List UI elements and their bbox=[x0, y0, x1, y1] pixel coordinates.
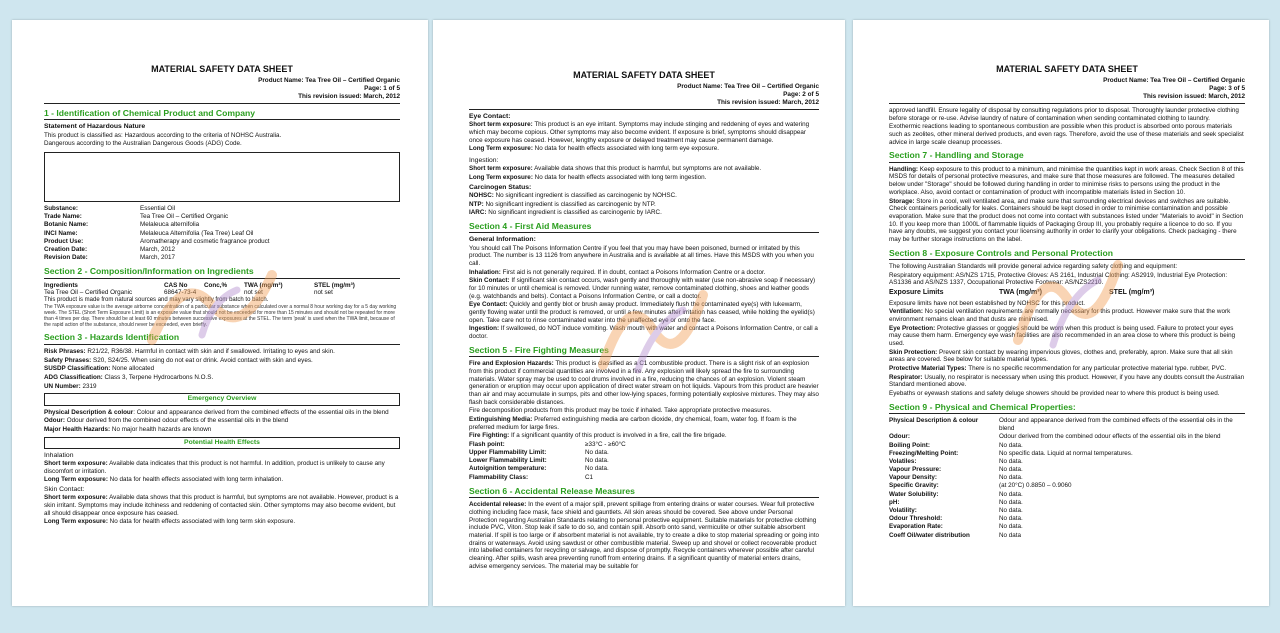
value: (at 20°C) 0.8850 – 0.9060 bbox=[999, 482, 1072, 490]
label: Odour: bbox=[44, 417, 65, 425]
value: C1 bbox=[585, 473, 594, 481]
label: Revision Date: bbox=[44, 254, 88, 262]
label: Product Use: bbox=[44, 237, 84, 245]
section-7-title: Section 7 - Handling and Storage bbox=[889, 150, 1245, 162]
value: If significant skin contact occurs, wash gently and thoroughly with water (use non-abrasive soap if necessary) for 10 minutes or until chemical is removed. Under running water, remove contaminated clothing, shoes and leather goods (e.g. watchbands and belts). Contact a Poisons Information Centre, or call a doctor. bbox=[469, 277, 816, 300]
ident-row bbox=[44, 246, 400, 254]
value: First aid is not generally required. If in doubt, contact a Poisons Information Centre or a doctor. bbox=[502, 268, 766, 276]
value: No data. bbox=[999, 457, 1023, 465]
label: NTP: bbox=[469, 200, 484, 208]
label: Vapour Pressure: bbox=[889, 466, 942, 474]
hazard-row bbox=[44, 348, 400, 356]
label: Physical Description & colour bbox=[44, 408, 134, 416]
hazard-row bbox=[44, 374, 400, 382]
value: No data. bbox=[585, 449, 609, 457]
section-2-title: Section 2 - Composition/Information on Ingredients bbox=[44, 266, 400, 278]
product-name: Product Name: Tea Tree Oil – Certified Organic bbox=[677, 82, 819, 90]
document-title: MATERIAL SAFETY DATA SHEET bbox=[151, 64, 293, 74]
label: Skin Contact: bbox=[469, 277, 510, 285]
label: Vapour Density: bbox=[889, 474, 937, 482]
eyebaths-note: Eyebaths or eyewash stations and safety deluge showers should be provided near to where this product is being used. bbox=[889, 389, 1220, 397]
ppe-row bbox=[889, 308, 1245, 323]
section-8-intro: The following Australian Standards will provide general advice regarding safety clothing and equipment: bbox=[889, 263, 1178, 271]
firstaid-row bbox=[469, 277, 819, 300]
props-row bbox=[889, 442, 1245, 450]
props-row bbox=[889, 466, 1245, 474]
label: UN Number: bbox=[44, 382, 81, 390]
props-row bbox=[889, 482, 1245, 490]
value: There is no specific recommendation for any particular protective material type. rubber, PVC. bbox=[968, 364, 1227, 372]
label: Evaporation Rate: bbox=[889, 523, 943, 531]
value: Preferred extinguishing media are carbon dioxide, dry chemical, foam, water fog. If foam is the preferred medium for large fires. bbox=[469, 415, 797, 431]
col-ingredients: Ingredients bbox=[44, 281, 78, 289]
props-row bbox=[889, 417, 1245, 433]
handling bbox=[889, 166, 1245, 197]
extinguishing-media bbox=[469, 416, 819, 431]
label: Freezing/Melting Point: bbox=[889, 449, 959, 457]
hazard-list bbox=[44, 348, 400, 390]
label: Flammability Class: bbox=[469, 473, 529, 481]
carc-row bbox=[469, 209, 819, 217]
divider bbox=[44, 103, 400, 104]
firstaid-row bbox=[469, 325, 819, 340]
ident-row bbox=[44, 205, 400, 213]
props-row bbox=[889, 507, 1245, 515]
eye-contact-heading: Eye Contact: bbox=[469, 112, 511, 120]
props-row bbox=[889, 532, 1245, 540]
label: Respirator: bbox=[889, 373, 923, 381]
label: Short term exposure: bbox=[469, 121, 533, 129]
ppe-row bbox=[889, 365, 1245, 373]
label: Odour: bbox=[889, 433, 910, 441]
value: Odour derived from the combined odour effects of the essential oils in the blend bbox=[66, 417, 289, 425]
page-number: Page: 1 of 5 bbox=[364, 84, 400, 92]
hazard-row bbox=[44, 357, 400, 365]
twa-label: TWA (mg/m³) bbox=[999, 289, 1042, 297]
value: No data. bbox=[999, 515, 1023, 523]
label: INCI Name: bbox=[44, 229, 78, 237]
props-row bbox=[889, 491, 1245, 499]
value: Odour and appearance derived from the combined effects of the essential oils in the blend bbox=[999, 417, 1233, 433]
skin-short bbox=[44, 494, 400, 517]
ingredients-header-row bbox=[44, 282, 400, 290]
value: S20, S24/25. When using do not eat or drink. Avoid contact with skin and eyes. bbox=[93, 356, 313, 364]
fire-explosion bbox=[469, 360, 819, 406]
value: No data for health effects associated with long term eye exposure. bbox=[534, 145, 720, 153]
hazard-text-1: This product is classified as: Hazardous according to the criteria of NOHSC Australia. bbox=[44, 131, 282, 139]
label: Upper Flammability Limit: bbox=[469, 449, 547, 457]
value: No data. bbox=[999, 466, 1023, 474]
label: Accidental release: bbox=[469, 501, 527, 509]
ingredient-conc bbox=[204, 289, 244, 297]
stel-label: STEL (mg/m³) bbox=[1109, 289, 1155, 297]
value: No data. bbox=[999, 490, 1023, 498]
value: March, 2017 bbox=[140, 254, 176, 262]
value: No data. bbox=[585, 457, 609, 465]
document-title: MATERIAL SAFETY DATA SHEET bbox=[996, 64, 1138, 74]
value: Available data shows that this product is harmful, but symptoms are not available. However, product is a skin irritant. Symptoms may include itchiness and reddening of contacted skin. Other symptoms may also become evident, but all should disappear once exposure has ceased. bbox=[44, 494, 399, 517]
value: No data. bbox=[999, 441, 1023, 449]
label: pH: bbox=[889, 498, 900, 506]
carcinogen-list bbox=[469, 192, 819, 217]
value: If a significant quantity of this product is involved in a fire, call the fire brigade. bbox=[510, 432, 727, 440]
ppe-row bbox=[889, 374, 1245, 389]
props-row bbox=[889, 523, 1245, 531]
flammability-list bbox=[469, 441, 819, 482]
divider bbox=[889, 103, 1245, 104]
value: No data. bbox=[999, 498, 1023, 506]
label: ADG Classification: bbox=[44, 373, 103, 381]
label: IARC: bbox=[469, 209, 487, 217]
section-9-title: Section 9 - Physical and Chemical Properties: bbox=[889, 402, 1245, 414]
label: Odour Threshold: bbox=[889, 515, 943, 523]
label: Long Term exposure: bbox=[469, 173, 533, 181]
msds-page-2 bbox=[433, 20, 845, 606]
label: Specific Gravity: bbox=[889, 482, 939, 490]
section-1-title: 1 - Identification of Chemical Product and Company bbox=[44, 108, 400, 120]
label: Water Solubility: bbox=[889, 490, 939, 498]
continued-text: approved landfill. Ensure legality of disposal by consulting regulations prior to disposal. Thoroughly launder protective clothing before storage or re-use. Advise laundry of nature of contamination when sending contaminated clothing to laundry. bbox=[889, 106, 1239, 122]
value: No specific data. Liquid at normal temperatures. bbox=[999, 449, 1133, 457]
section-6-title: Section 6 - Accidental Release Measures bbox=[469, 486, 819, 498]
section-2-fineprint: The TWA exposure value is the average airborne concentration of a particular substance when calculated over a normal 8 hour working day for a 5 day working week. The STEL (Short Term Exposure Limit) is an exposure value that should not be exceeded for more than 15 minutes and should not be repeated for more than 4 times per day. There should be at least 60 minutes between successive exposures at the STEL. The term 'peak' is used when the TWA limit, because of the rapid action of the substance, should never be exceeded, even briefly. bbox=[44, 304, 397, 328]
value: Protective glasses or goggles should be worn when this product is being used. Failure to protect your eyes may cause them harm. Emergency eye wash facilities are also recommended in an area close to where this product is being used. bbox=[889, 324, 1236, 347]
revision-issued: This revision issued: March, 2012 bbox=[1143, 92, 1245, 100]
label: Substance: bbox=[44, 205, 78, 213]
ingredient-row bbox=[44, 289, 400, 297]
value: No data bbox=[999, 531, 1022, 539]
label: Eye Contact: bbox=[469, 301, 508, 309]
value: No data for health effects associated with long term skin exposure. bbox=[109, 518, 296, 526]
value: Available data shows that this product is harmful, but symptoms are not available. bbox=[534, 165, 762, 173]
value: No significant ingredient is classified as carcinogenic by NOHSC. bbox=[495, 191, 677, 199]
value: Melaleuca Alternifolia (Tea Tree) Leaf Oil bbox=[140, 229, 254, 237]
product-name: Product Name: Tea Tree Oil – Certified Organic bbox=[1103, 76, 1245, 84]
props-row bbox=[889, 433, 1245, 441]
ingestion-long bbox=[469, 174, 819, 182]
label: NOHSC: bbox=[469, 191, 494, 199]
value: Store in a cool, well ventilated area, and make sure that surrounding electrical devices and switches are suitable. Check containers periodically for leaks. Containers should be kept closed in order to minimise contamination and possible evaporation. Make sure that the product does not come into contact with substances listed under "Materials to avoid" in Section 10. If you keep more than 1000L of flammable liquids of Packaging Group III, you probably require a licence to do so. If you have any doubts, we suggest you contact your licensing authority in order to clarify your obligations. Check packaging - there may be further storage instructions on the label. bbox=[889, 197, 1244, 243]
ingestion-heading: Ingestion: bbox=[469, 156, 499, 164]
value: Odour derived from the combined odour effects of the essential oils in the blend bbox=[999, 433, 1221, 441]
label: Long Term exposure: bbox=[44, 476, 108, 484]
value: Melaleuca alternifolia bbox=[140, 221, 200, 229]
value: Quickly and gently blot or brush away product. Immediately flush the contaminated eye(s) with lukewarm, gently flowing water until the product is removed, or until a few minutes after irritation has ceased, while holding the eyelid(s) open. Take care not to rinse contaminated water into the unaffected eye or onto the face. bbox=[469, 301, 815, 324]
ppe-list bbox=[889, 308, 1245, 389]
eye-short bbox=[469, 121, 819, 144]
odour bbox=[44, 417, 400, 425]
ingredient-twa: not set bbox=[244, 289, 263, 297]
label: Botanic Name: bbox=[44, 221, 89, 229]
section-8-standards: Respiratory equipment: AS/NZS 1715, Protective Gloves: AS 2161, Industrial Clothing: AS2919, Industrial Eye Protection: AS1336 and AS/NZS 1337, Occupational Protective Footwear: AS/NZS2210. bbox=[889, 271, 1228, 287]
props-row bbox=[889, 458, 1245, 466]
value: Available data indicates that this product is not harmful. In addition, product is unlikely to cause any discomfort or irritation. bbox=[44, 460, 385, 475]
label: Handling: bbox=[889, 165, 919, 173]
value: No data for health effects associated with long term ingestion. bbox=[534, 173, 707, 181]
fire-decomposition: Fire decomposition products from this product may be toxic if inhaled. Take appropriate protective measures. bbox=[469, 407, 772, 415]
inhalation-short bbox=[44, 460, 400, 475]
value: No data. bbox=[585, 465, 609, 473]
col-conc: Conc,% bbox=[204, 281, 228, 289]
col-cas: CAS No bbox=[164, 281, 188, 289]
firstaid-row bbox=[469, 269, 819, 277]
ident-row bbox=[44, 238, 400, 246]
document-meta bbox=[889, 77, 1245, 101]
ingredient-cas: 68647-73-4 bbox=[164, 289, 197, 297]
accidental-release bbox=[469, 501, 819, 570]
revision-issued: This revision issued: March, 2012 bbox=[298, 92, 400, 100]
skin-contact-heading: Skin Contact: bbox=[44, 486, 85, 494]
value: Class 3, Terpene Hydrocarbons N.O.S. bbox=[104, 373, 214, 381]
props-row bbox=[889, 515, 1245, 523]
value: R21/22, R36/38. Harmful in contact with skin and if swallowed. Irritating to eyes and skin. bbox=[87, 347, 335, 355]
potential-effects-heading: Potential Health Effects bbox=[44, 437, 400, 449]
label: Risk Phrases: bbox=[44, 347, 86, 355]
ingestion-short bbox=[469, 165, 819, 173]
value: No special ventilation requirements are normally necessary for this product. However make sure that the work environment remains clean and that dusts are minimised. bbox=[889, 308, 1231, 323]
exposure-header-row bbox=[889, 289, 1245, 298]
value: None allocated bbox=[112, 365, 155, 373]
document-title: MATERIAL SAFETY DATA SHEET bbox=[573, 70, 715, 80]
hazard-text-2: Dangerous according to the Australian Dangerous Goods (ADG) Code. bbox=[44, 140, 242, 148]
major-health-hazards bbox=[44, 426, 400, 434]
value: No data. bbox=[999, 507, 1023, 514]
general-info: You should call The Poisons Information Centre if you feel that you may have been poisoned, burned or irritated by this product. The number is 13 1126 from anywhere in Australia and is available at all times. Have this MSDS with you when you call. bbox=[469, 244, 814, 267]
carc-row bbox=[469, 201, 819, 209]
fire-fighting bbox=[469, 432, 819, 440]
label: Storage: bbox=[889, 197, 915, 205]
label: Short term exposure: bbox=[44, 494, 108, 502]
label: Volatility: bbox=[889, 507, 917, 514]
value: ≥33°C - ≥60°C bbox=[585, 440, 626, 448]
ppe-row bbox=[889, 349, 1245, 364]
flash-row bbox=[469, 449, 819, 457]
page-number: Page: 2 of 5 bbox=[783, 90, 819, 98]
label: Protective Material Types: bbox=[889, 364, 967, 372]
eye-long bbox=[469, 145, 819, 153]
label: Major Health Hazards: bbox=[44, 425, 111, 433]
carcinogen-heading: Carcinogen Status: bbox=[469, 183, 532, 191]
props-row bbox=[889, 499, 1245, 507]
hazard-heading: Statement of Hazardous Nature bbox=[44, 123, 146, 131]
label: Creation Date: bbox=[44, 245, 88, 253]
label: Ingestion: bbox=[469, 325, 500, 333]
col-twa: TWA (mg/m³) bbox=[244, 281, 283, 289]
exposure-limits-label: Exposure Limits bbox=[889, 289, 944, 297]
storage bbox=[889, 198, 1245, 244]
product-name: Product Name: Tea Tree Oil – Certified Organic bbox=[258, 76, 400, 84]
hazard-row bbox=[44, 365, 400, 373]
label: Boiling Point: bbox=[889, 441, 930, 449]
skin-long bbox=[44, 518, 400, 526]
flash-row bbox=[469, 457, 819, 465]
ident-row bbox=[44, 230, 400, 238]
section-5-title: Section 5 - Fire Fighting Measures bbox=[469, 345, 819, 357]
page-number: Page: 3 of 5 bbox=[1209, 84, 1245, 92]
label: SUSDP Classification: bbox=[44, 365, 111, 373]
label: Ventilation: bbox=[889, 308, 923, 316]
ident-row bbox=[44, 221, 400, 229]
value: No data for health effects associated with long term inhalation. bbox=[109, 476, 284, 484]
value: This product is an eye irritant. Symptoms may include stinging and reddening of eyes and watering which may become copious. Other symptoms may also become evident. If exposure is brief, symptoms should disappear once exposure has ceased. However, lengthy exposure or delayed treatment may cause permanent damage. bbox=[469, 121, 810, 144]
value: No data. bbox=[999, 474, 1023, 482]
value: March, 2012 bbox=[140, 245, 176, 253]
value: 2319 bbox=[82, 382, 97, 390]
value: Usually, no respirator is necessary when using this product. However, if you have any doubts consult the Australian Standard mentioned above. bbox=[889, 373, 1245, 389]
section-4-title: Section 4 - First Aid Measures bbox=[469, 221, 819, 233]
value: Prevent skin contact by wearing impervious gloves, clothes and, preferably, apron. Make sure that all skin areas are covered. See below for suitable material types. bbox=[889, 348, 1233, 364]
label: Lower Flammability Limit: bbox=[469, 457, 547, 465]
col-stel: STEL (mg/m³) bbox=[314, 281, 355, 289]
general-info-heading: General Information: bbox=[469, 236, 536, 244]
value: No significant ingredient is classified as carcinogenic by NTP. bbox=[485, 200, 656, 208]
divider bbox=[469, 109, 819, 110]
ingredient-name: Tea Tree Oil – Certified Organic bbox=[44, 289, 133, 297]
label: Short term exposure: bbox=[44, 460, 108, 468]
firstaid-row bbox=[469, 301, 819, 324]
document-meta bbox=[469, 83, 819, 107]
label: Extinguishing Media: bbox=[469, 415, 533, 423]
inhalation-heading: Inhalation bbox=[44, 451, 74, 459]
msds-page-3 bbox=[853, 20, 1269, 606]
label: Eye Protection: bbox=[889, 324, 936, 332]
label: Short term exposure: bbox=[469, 165, 533, 173]
document-meta bbox=[44, 77, 400, 101]
value: No significant ingredient is classified as carcinogenic by IARC. bbox=[488, 209, 662, 217]
section-3-title: Section 3 - Hazards Identification bbox=[44, 332, 400, 344]
inhalation-long bbox=[44, 476, 400, 484]
msds-page-1 bbox=[12, 20, 428, 606]
value: In the event of a major spill, prevent spillage from entering drains or water courses. Wear full protective clothing including face mask, face shield and gauntlets. All skin areas should be covered. See above under Personal Protection regarding Australian Standards relating to personal protective equipment. Suitable materials for protective clothing include PVC, Viton. Stop leak if safe to do so, and contain spill. Absorb onto sand, vermiculite or other suitable absorbent material. If spill is too large or if absorbent material is not available, try to create a dike to stop material spreading or going into drains or waterways. Avoid using sawdust or other combustible material. Sweep up and shovel or collect recoverable product into labelled containers for recycling or salvage, and dispose of promptly. Recycle containers wherever possible after careful cleaning. After spills, wash area preventing runoff from entering drains. If a significant quantity of material enters drains, advise emergency services. The material may be suitable for bbox=[469, 501, 820, 570]
value: : Colour and appearance derived from the combined effects of the essential oils in the blend bbox=[133, 408, 389, 416]
physical-description bbox=[44, 409, 400, 417]
label: Volatiles: bbox=[889, 457, 917, 465]
flash-row bbox=[469, 474, 819, 482]
props-row bbox=[889, 450, 1245, 458]
value: This product is classified as a C1 combustible product. There is a slight risk of an explosion from this product if commercial quantities are involved in a fire. Any explosion will likely spread the fire to surrounding materials. Water spray may be used to cool drums involved in a fire, reducing the chances of an explosion. Violent steam generation or eruption may occur upon application of direct water stream on hot liquids. Vapours from this product are heavier than air and may accumulate in sumps, pits and other low-lying spaces, forming potentially explosive mixtures. They may also flash back considerable distances. bbox=[469, 360, 819, 406]
flash-row bbox=[469, 465, 819, 473]
carc-row bbox=[469, 192, 819, 200]
label: Physical Description & colour bbox=[889, 417, 979, 425]
identification-list bbox=[44, 205, 400, 262]
exposure-note: Exposure limits have not been established by NOHSC for this product. bbox=[889, 299, 1085, 307]
revision-issued: This revision issued: March, 2012 bbox=[717, 98, 819, 106]
section-8-title: Section 8 - Exposure Controls and Personal Protection bbox=[889, 248, 1245, 260]
label: Fire Fighting: bbox=[469, 432, 510, 440]
label: Long Term exposure: bbox=[469, 145, 533, 153]
blank-box bbox=[44, 152, 400, 202]
hazard-row bbox=[44, 383, 400, 391]
value: No data. bbox=[999, 523, 1023, 531]
label: Trade Name: bbox=[44, 213, 82, 221]
value: Tea Tree Oil – Certified Organic bbox=[140, 213, 229, 221]
label: Flash point: bbox=[469, 440, 505, 448]
value: No major health hazards are known bbox=[111, 425, 212, 433]
label: Coeff Oil/water distribution bbox=[889, 531, 970, 539]
section-2-note: This product is made from natural sources and may vary slightly from batch to batch. bbox=[44, 297, 269, 304]
continued-text-2: Exothermic reactions leading to spontaneous combustion are possible when this product is absorbed onto porous materials such as zeolites, other mineral derived products, and even rags. Therefore, avoid the use of these materials and seek specialist advice in large scale cleanup processes. bbox=[889, 123, 1244, 146]
label: Skin Protection: bbox=[889, 348, 938, 356]
value: If swallowed, do NOT induce vomiting. Wash mouth with water and contact a Poisons Information Centre, or call a doctor. bbox=[469, 325, 818, 341]
value: Aromatherapy and cosmetic fragrance product bbox=[140, 237, 270, 245]
value: Essential Oil bbox=[140, 205, 175, 213]
ident-row bbox=[44, 213, 400, 221]
first-aid-list bbox=[469, 269, 819, 341]
label: Fire and Explosion Hazards: bbox=[469, 360, 554, 368]
flash-row bbox=[469, 441, 819, 449]
properties-list bbox=[889, 417, 1245, 540]
emergency-overview-heading: Emergency Overview bbox=[44, 393, 400, 405]
value: Keep exposure to this product to a minimum, and minimise the quantities kept in work areas. Check Section 8 of this MSDS for details of personal protective measures, and make sure that those measures are followed. The measures detailed below under "Storage" should be followed during handling in order to minimise risks to persons using the product in the workplace. Also, avoid contact or contamination of product with incompatible materials listed in Section 10. bbox=[889, 165, 1244, 196]
ident-row bbox=[44, 254, 400, 262]
ingredient-stel: not set bbox=[314, 289, 333, 297]
ppe-row bbox=[889, 325, 1245, 348]
label: Long Term exposure: bbox=[44, 518, 108, 526]
label: Inhalation: bbox=[469, 268, 501, 276]
label: Safety Phrases: bbox=[44, 356, 92, 364]
label: Autoignition temperature: bbox=[469, 465, 547, 473]
